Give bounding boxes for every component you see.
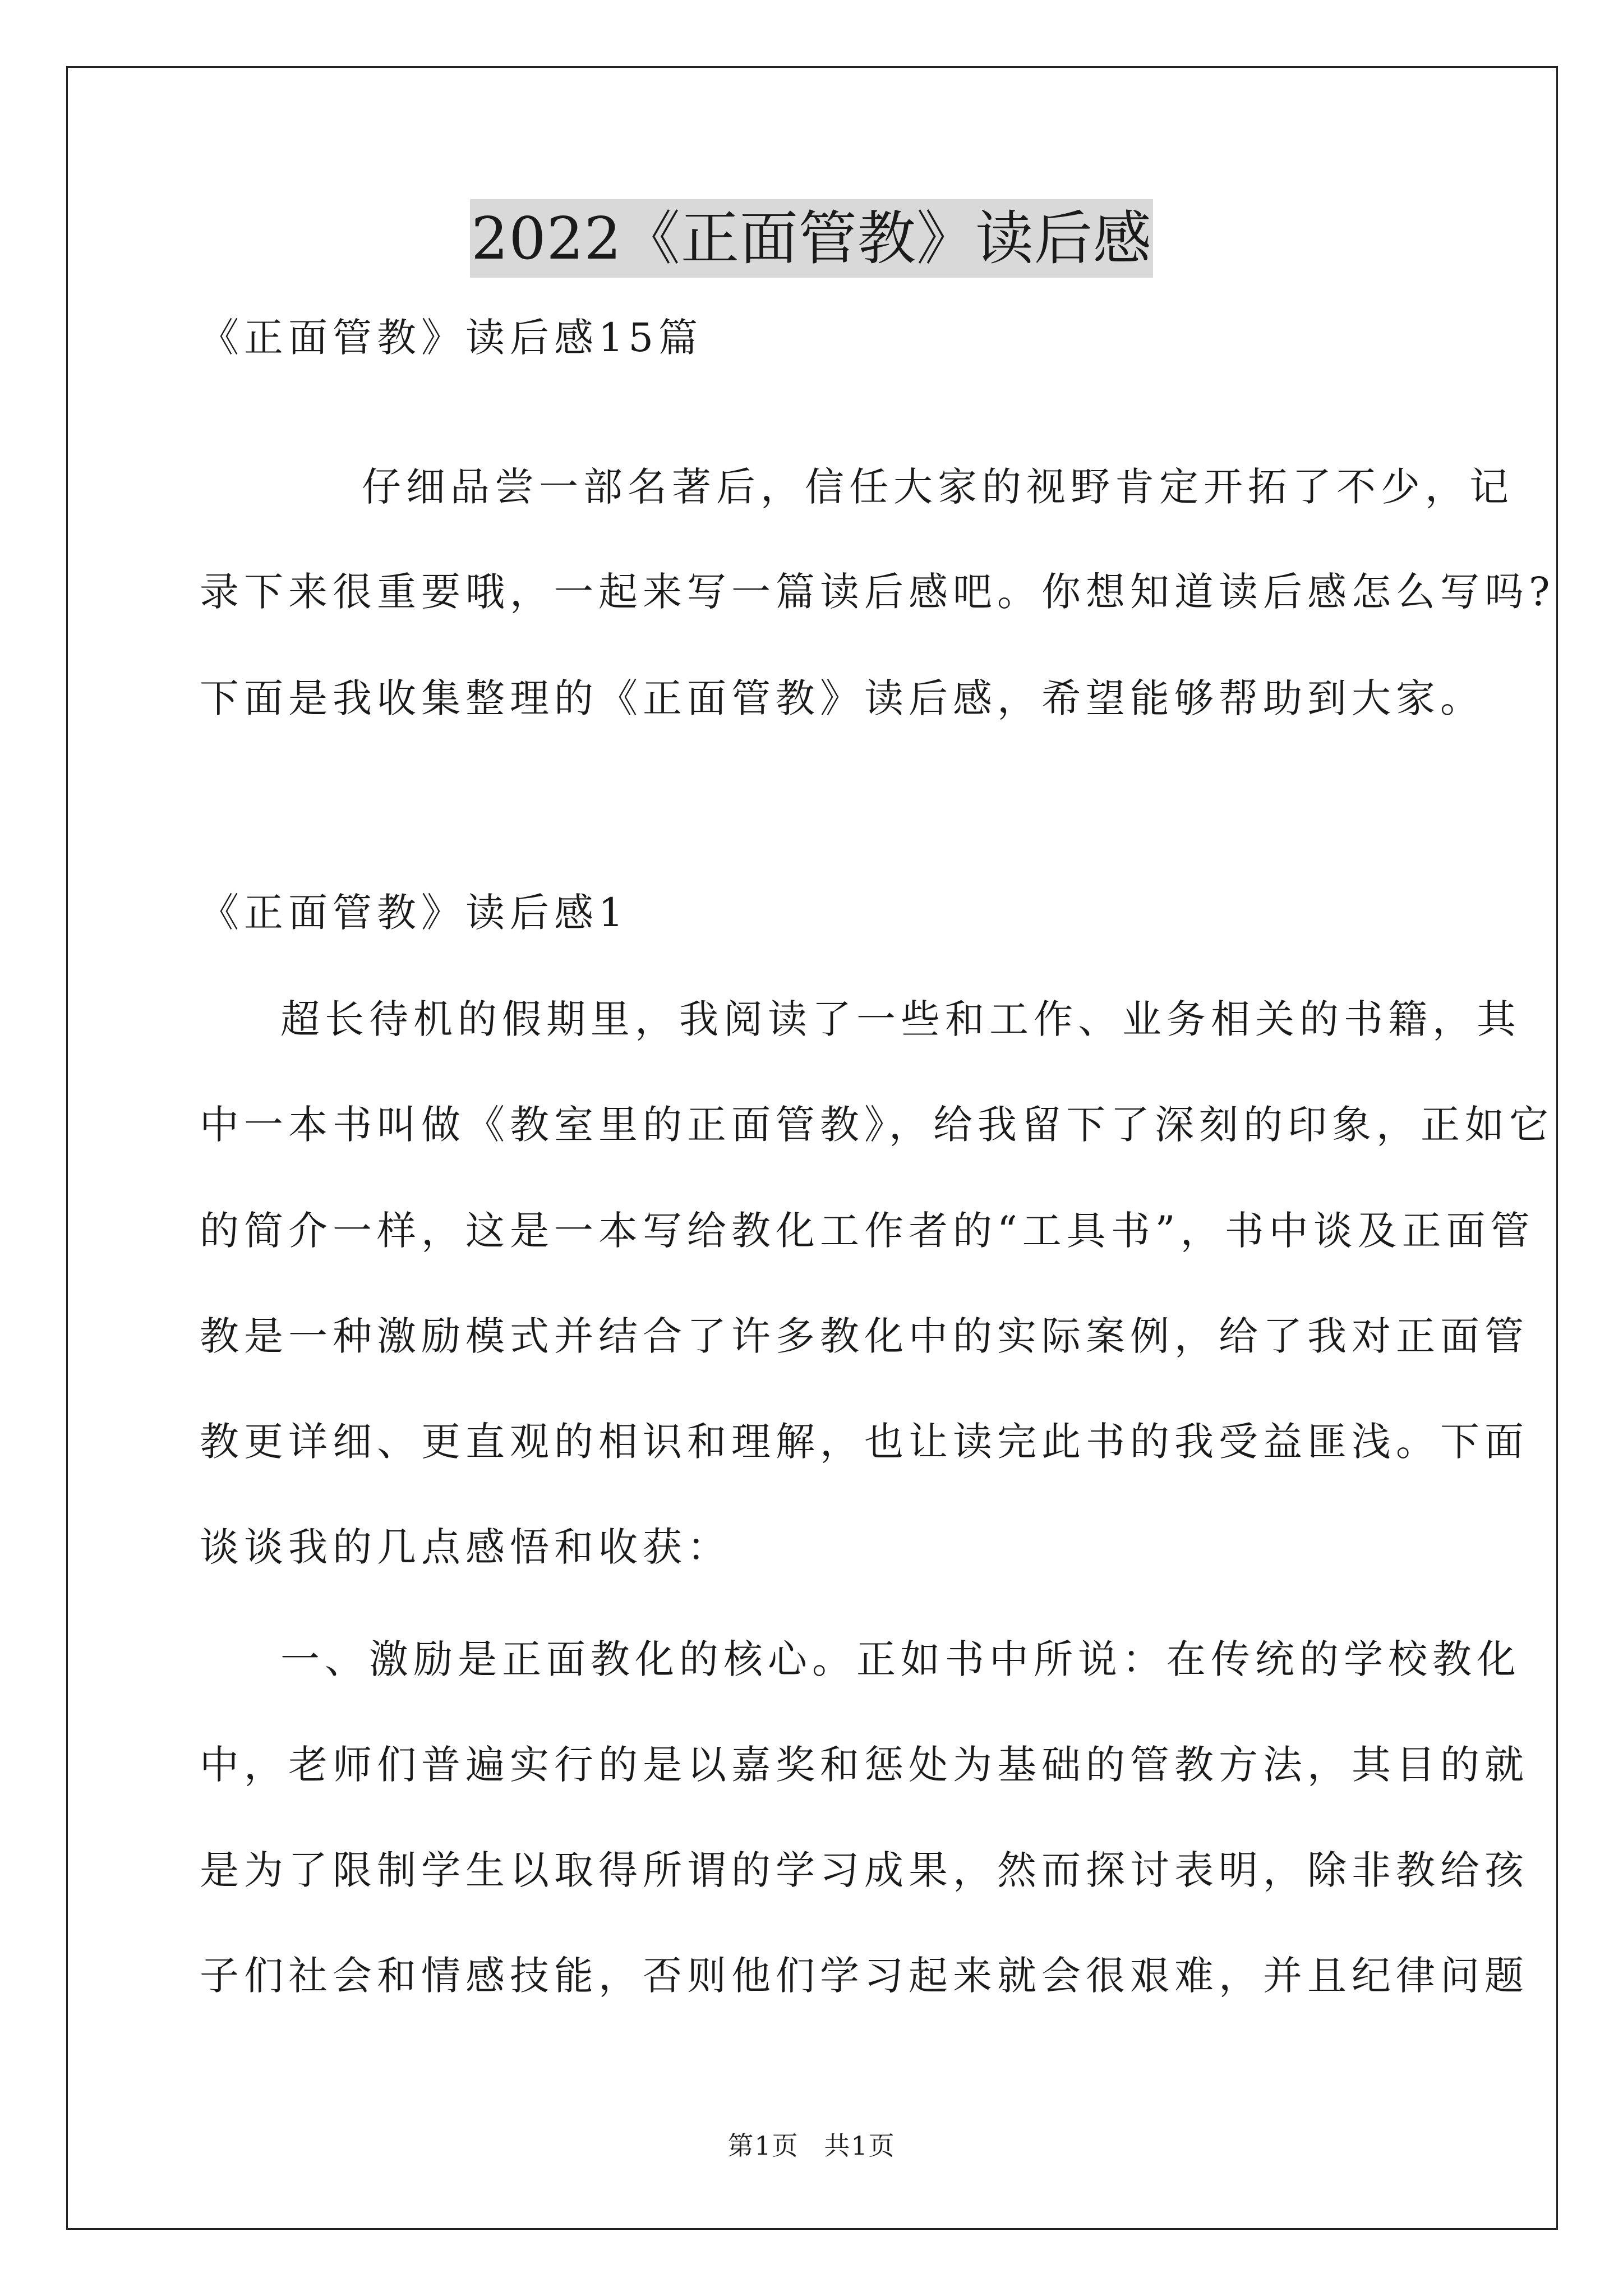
title-wrap	[0, 199, 1623, 278]
intro-line: 仔细品尝一部名著后，信任大家的视野肯定开拓了不少，记	[362, 464, 1514, 510]
document-subtitle: 《正面管教》读后感15篇	[200, 315, 703, 361]
paragraph-line: 教是一种激励模式并结合了许多教化中的实际案例，给了我对正面管	[200, 1313, 1529, 1359]
paragraph-line: 中一本书叫做《教室里的正面管教》，给我留下了深刻的印象，正如它	[200, 1102, 1553, 1148]
paragraph-line: 谈谈我的几点感悟和收获：	[200, 1524, 731, 1570]
paragraph-line: 一、激励是正面教化的核心。正如书中所说：在传统的学校教化	[280, 1636, 1521, 1682]
document-title: 2022《正面管教》读后感	[470, 199, 1153, 278]
intro-line: 下面是我收集整理的《正面管教》读后感，希望能够帮助到大家。	[200, 675, 1484, 721]
paragraph-line: 子们社会和情感技能，否则他们学习起来就会很艰难，并且纪律问题	[200, 1953, 1529, 1999]
paragraph-line: 超长待机的假期里，我阅读了一些和工作、业务相关的书籍，其	[280, 996, 1521, 1042]
page-number-total: 共1页	[824, 2131, 896, 2161]
paragraph-line: 的简介一样，这是一本写给教化工作者的“工具书”，书中谈及正面管	[200, 1208, 1535, 1254]
paragraph-line: 中，老师们普遍实行的是以嘉奖和惩处为基础的管教方法，其目的就	[200, 1742, 1529, 1788]
page-number-current: 第1页	[727, 2131, 799, 2161]
intro-line: 录下来很重要哦，一起来写一篇读后感吧。你想知道读后感怎么写吗?	[200, 569, 1555, 615]
page-footer	[0, 2129, 1623, 2162]
paragraph-line: 是为了限制学生以取得所谓的学习成果，然而探讨表明，除非教给孩	[200, 1847, 1529, 1893]
section-heading: 《正面管教》读后感1	[200, 890, 629, 936]
paragraph-line: 教更详细、更直观的相识和理解，也让读完此书的我受益匪浅。下面	[200, 1419, 1529, 1465]
